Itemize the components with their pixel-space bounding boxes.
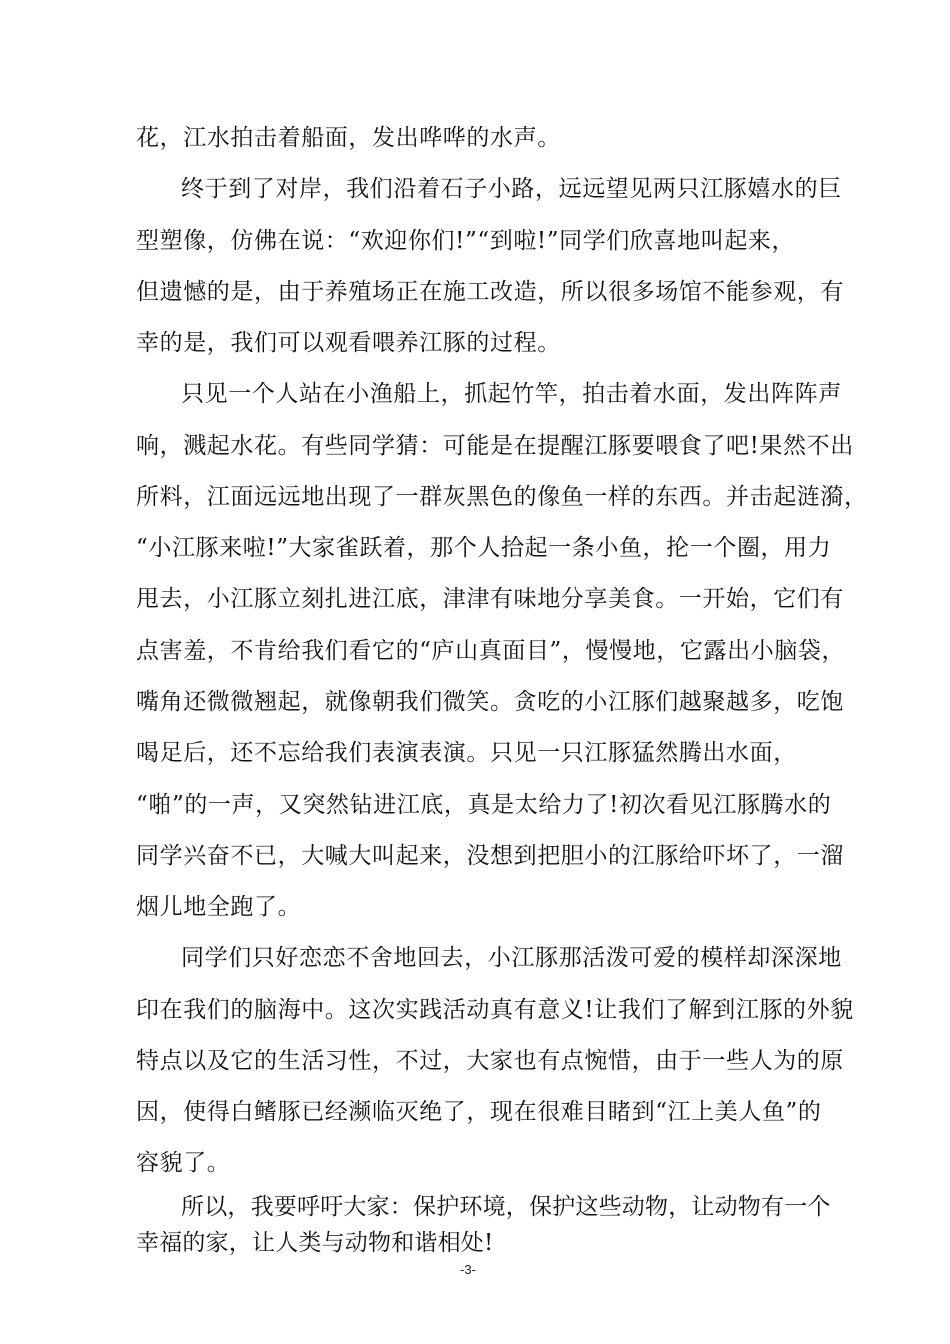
paragraph-first-line: 同学们只好恋恋不舍地回去，小江豚那活泼可爱的模样却深深地 bbox=[181, 945, 842, 971]
text-line: “小江豚来啦!”大家雀跃着，那个人拾起一条小鱼，抡一个圈，用力 bbox=[136, 535, 832, 561]
text-line: 甩去，小江豚立刻扎进江底，津津有味地分享美食。一开始，它们有 bbox=[136, 586, 844, 612]
text-line: 点害羞，不肯给我们看它的“庐山真面目”，慢慢地，它露出小脑袋， bbox=[136, 638, 846, 664]
text-line: 幸的是，我们可以观看喂养江豚的过程。 bbox=[136, 330, 561, 356]
text-line: 花，江水拍击着船面，发出哗哗的水声。 bbox=[136, 125, 561, 151]
text-line: 但遗憾的是，由于养殖场正在施工改造，所以很多场馆不能参观，有 bbox=[136, 279, 844, 305]
text-line: 嘴角还微微翘起，就像朝我们微笑。贪吃的小江豚们越聚越多，吃饱 bbox=[136, 689, 844, 715]
text-line: 特点以及它的生活习性，不过，大家也有点惋惜，由于一些人为的原 bbox=[136, 1048, 844, 1074]
page-number: -3- bbox=[460, 1262, 476, 1277]
text-line: 幸福的家，让人类与动物和谐相处! bbox=[136, 1230, 494, 1256]
text-line: 型塑像，仿佛在说：“欢迎你们!”“到啦!”同学们欣喜地叫起来， bbox=[136, 228, 796, 254]
text-line: “啪”的一声，又突然钻进江底，真是太给力了!初次看见江豚腾水的 bbox=[136, 792, 832, 818]
text-line: 喝足后，还不忘给我们表演表演。只见一只江豚猛然腾出水面， bbox=[136, 740, 797, 766]
text-line: 印在我们的脑海中。这次实践活动真有意义!让我们了解到江豚的外貌 bbox=[136, 997, 854, 1023]
text-line: 响，溅起水花。有些同学猜：可能是在提醒江豚要喂食了吧!果然不出 bbox=[136, 433, 854, 459]
text-line: 同学兴奋不已，大喊大叫起来，没想到把胆小的江豚给吓坏了，一溜 bbox=[136, 843, 844, 869]
paragraph-first-line: 只见一个人站在小渔船上，抓起竹竿，拍击着水面，发出阵阵声 bbox=[181, 381, 842, 407]
text-line: 所料，江面远远地出现了一群灰黑色的像鱼一样的东西。并击起涟漪， bbox=[136, 484, 868, 510]
text-line: 因，使得白鳍豚已经濒临灭绝了，现在很难目睹到“江上美人鱼”的 bbox=[136, 1099, 822, 1125]
paragraph-first-line: 所以，我要呼吁大家：保护环境，保护这些动物，让动物有一个 bbox=[181, 1194, 831, 1220]
text-line: 容貌了。 bbox=[136, 1150, 231, 1176]
paragraph-first-line: 终于到了对岸，我们沿着石子小路，远远望见两只江豚嬉水的巨 bbox=[181, 176, 842, 202]
text-line: 烟儿地全跑了。 bbox=[136, 894, 302, 920]
